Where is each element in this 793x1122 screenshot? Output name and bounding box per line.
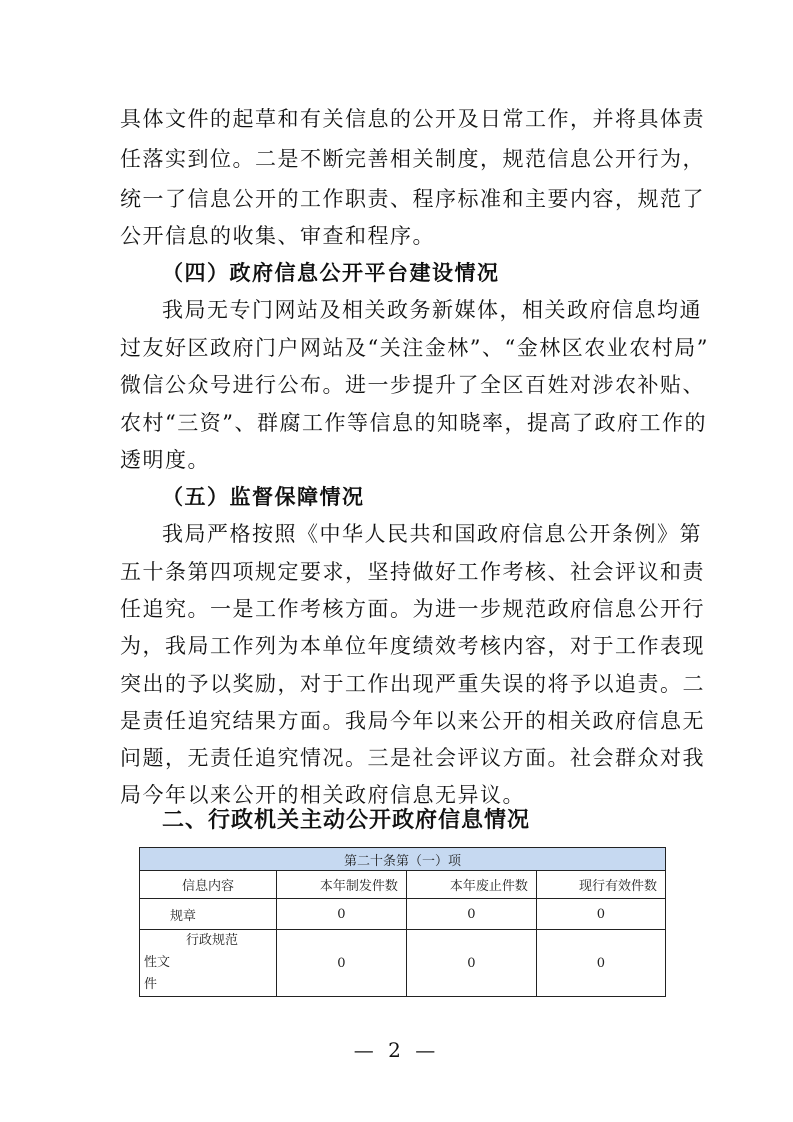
table-row: [140, 899, 666, 930]
table-header-row: [140, 871, 666, 899]
table-title: 第二十条第（一）项: [140, 848, 666, 871]
paragraph-line: 统一了信息公开的工作职责、程序标准和主要内容，规范了: [120, 187, 705, 211]
column-header-effective: 现行有效件数: [536, 871, 665, 899]
subsection-heading-4: （四）政府信息公开平台建设情况: [162, 260, 500, 285]
cell-effective: 0: [536, 930, 665, 997]
paragraph-line: 突出的予以奖励，对于工作出现严重失误的将予以追责。二: [120, 672, 705, 696]
cell-issued: 0: [276, 930, 406, 997]
paragraph-line: 过友好区政府门户网站及“关注金林”、“金林区农业农村局”: [120, 336, 709, 360]
disclosure-table: [139, 847, 666, 997]
paragraph-line: 局今年以来公开的相关政府信息无异议。: [120, 783, 525, 807]
row-label: 规章: [140, 899, 277, 930]
paragraph-line: 为，我局工作列为本单位年度绩效考核内容，对于工作表现: [120, 634, 705, 658]
table-row: [140, 930, 666, 997]
row-label: [140, 930, 277, 997]
cell-effective: 0: [536, 899, 665, 930]
cell-repealed: 0: [406, 899, 536, 930]
column-header-issued: 本年制发件数: [276, 871, 406, 899]
paragraph-line: 具体文件的起草和有关信息的公开及日常工作，并将具体责: [120, 107, 705, 131]
column-header-repealed: 本年废止件数: [406, 871, 536, 899]
row-label-line-1: 行政规范性文: [144, 933, 239, 970]
paragraph-line: 透明度。: [120, 448, 210, 472]
paragraph-line: 我局严格按照《中华人民共和国政府信息公开条例》第: [162, 522, 702, 546]
paragraph-line: 任落实到位。二是不断完善相关制度，规范信息公开行为，: [120, 147, 705, 171]
paragraph-line: 问题，无责任追究情况。三是社会评议方面。社会群众对我: [120, 746, 705, 770]
paragraph-line: 公开信息的收集、审查和程序。: [120, 224, 435, 248]
paragraph-line: 五十条第四项规定要求，坚持做好工作考核、社会评议和责: [120, 560, 705, 584]
paragraph-line: 我局无专门网站及相关政务新媒体，相关政府信息均通: [162, 298, 702, 322]
subsection-heading-5: （五）监督保障情况: [162, 484, 365, 509]
paragraph-line: 农村“三资”、群腐工作等信息的知晓率，提高了政府工作的: [120, 411, 707, 435]
paragraph-line: 微信公众号进行公布。进一步提升了全区百姓对涉农补贴、: [120, 373, 705, 397]
cell-issued: 0: [276, 899, 406, 930]
paragraph-line: 任追究。一是工作考核方面。为进一步规范政府信息公开行: [120, 597, 705, 621]
column-header-content: 信息内容: [140, 871, 277, 899]
section-heading: 二、行政机关主动公开政府信息情况: [162, 808, 531, 833]
row-label-line-2: 件: [144, 977, 158, 992]
page-number: — 2 —: [353, 1038, 440, 1062]
cell-repealed: 0: [406, 930, 536, 997]
paragraph-line: 是责任追究结果方面。我局今年以来公开的相关政府信息无: [120, 709, 705, 733]
